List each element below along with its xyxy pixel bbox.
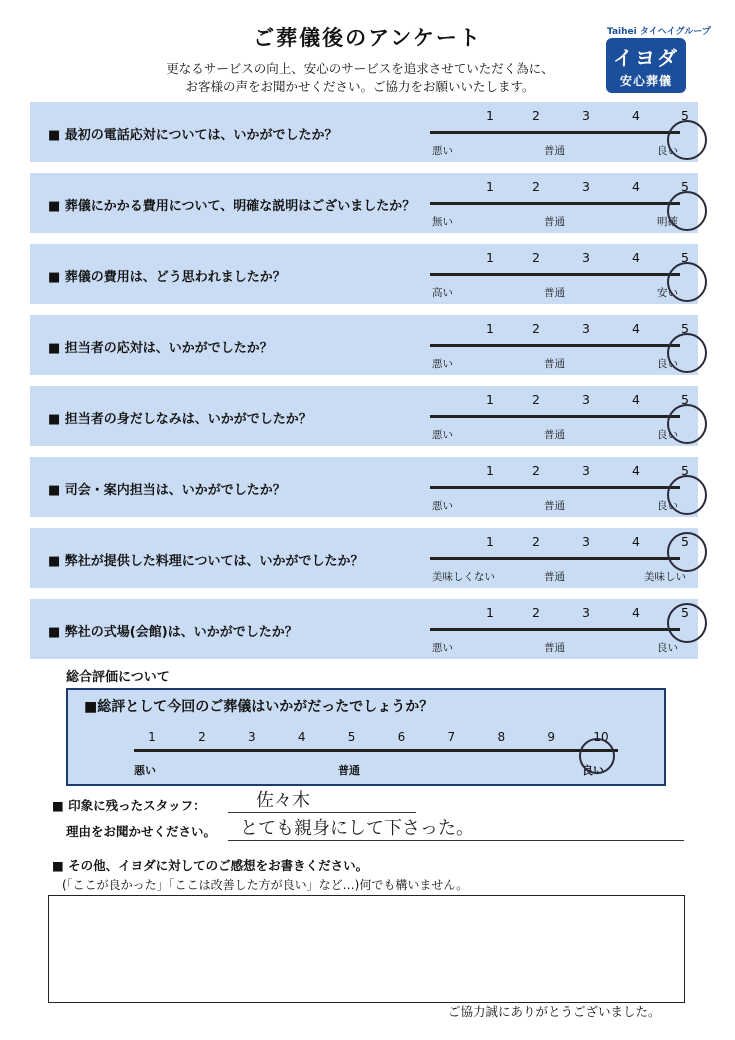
rating-option-2[interactable]: 2	[532, 463, 540, 478]
rating-scale	[430, 315, 689, 375]
overall-option-1[interactable]: 1	[148, 730, 156, 744]
label-high: 良い	[657, 429, 678, 441]
label-high: 良い	[657, 145, 678, 157]
label-low: 悪い	[432, 145, 453, 157]
rating-option-4[interactable]: 4	[632, 108, 640, 123]
rating-option-2[interactable]: 2	[532, 250, 540, 265]
rating-scale	[430, 528, 689, 588]
rating-scale	[430, 386, 689, 446]
overall-option-9[interactable]: 9	[547, 730, 555, 744]
comments-box[interactable]	[48, 895, 685, 1003]
question-row	[30, 173, 698, 233]
rating-option-1[interactable]: 1	[486, 250, 494, 265]
comments-label: ■ その他、イヨダに対してのご感想をお書きください。	[52, 858, 369, 873]
logo-main-text: イヨダ	[613, 46, 679, 70]
overall-rating-box	[66, 688, 666, 786]
label-mid: 普通	[544, 500, 565, 512]
rating-scale	[430, 457, 689, 517]
question-text: ■ 弊社が提供した料理については、いかがでしたか？	[48, 554, 364, 569]
question-text: ■ 担当者の応対は、いかがでしたか？	[48, 341, 273, 356]
staff-name-underline	[228, 812, 416, 813]
scale-line	[430, 131, 680, 134]
rating-option-3[interactable]: 3	[582, 108, 590, 123]
label-low: 悪い	[432, 358, 453, 370]
rating-option-4[interactable]: 4	[632, 179, 640, 194]
scale-line	[430, 557, 680, 560]
rating-scale	[430, 244, 689, 304]
rating-scale	[430, 173, 689, 233]
rating-option-2[interactable]: 2	[532, 108, 540, 123]
page-title: ご葬儀後のアンケート	[253, 26, 482, 50]
overall-option-3[interactable]: 3	[247, 730, 256, 744]
overall-option-2[interactable]: 2	[198, 730, 206, 744]
rating-option-3[interactable]: 3	[582, 605, 590, 620]
label-high: 明確	[657, 216, 678, 228]
overall-option-10[interactable]: 10	[593, 730, 609, 744]
reason-value[interactable]: とても親身にして下さった。	[240, 818, 474, 839]
rating-option-3[interactable]: 3	[582, 250, 590, 265]
label-high: 良い	[657, 642, 678, 654]
rating-option-4[interactable]: 4	[632, 392, 640, 407]
rating-option-1[interactable]: 1	[486, 534, 494, 549]
question-text: ■ 葬儀にかかる費用について、明確な説明はございましたか？	[48, 199, 416, 214]
rating-option-5[interactable]: 5	[681, 321, 689, 336]
question-row	[30, 599, 698, 659]
rating-scale	[430, 102, 689, 162]
question-row	[30, 244, 698, 304]
rating-option-4[interactable]: 4	[632, 321, 640, 336]
selected-answer-circle	[667, 262, 707, 302]
overall-label-low: 悪い	[134, 764, 156, 777]
rating-scale	[430, 599, 689, 659]
intro-line-1: 更なるサービスの向上、安心のサービスを追求させていただく為に、	[166, 61, 554, 76]
staff-label: ■ 印象に残ったスタッフ：	[52, 798, 206, 813]
overall-question: ■総評として今回のご葬儀はいかがだったでしょうか？	[84, 699, 434, 715]
selected-answer-circle	[667, 475, 707, 515]
rating-option-2[interactable]: 2	[532, 605, 540, 620]
selected-answer-circle	[667, 333, 707, 373]
rating-option-5[interactable]: 5	[681, 534, 689, 549]
rating-option-5[interactable]: 5	[681, 179, 689, 194]
logo-sub-text: 安心葬儀	[619, 74, 672, 88]
overall-label-high: 良い	[582, 764, 604, 777]
question-row	[30, 386, 698, 446]
selected-answer-circle	[667, 532, 707, 572]
label-mid: 普通	[544, 216, 565, 228]
rating-option-2[interactable]: 2	[532, 392, 540, 407]
label-low: 悪い	[432, 642, 453, 654]
overall-section-title: 総合評価について	[66, 670, 170, 685]
label-high: 美味しい	[644, 571, 686, 583]
overall-selected-circle	[579, 738, 615, 774]
staff-name-value[interactable]: 佐々木	[256, 790, 310, 811]
rating-option-4[interactable]: 4	[632, 463, 640, 478]
label-mid: 普通	[544, 571, 565, 583]
selected-answer-circle	[667, 404, 707, 444]
rating-option-1[interactable]: 1	[486, 108, 494, 123]
label-high: 安い	[657, 287, 678, 299]
rating-option-2[interactable]: 2	[532, 179, 540, 194]
overall-option-4[interactable]: 4	[297, 730, 306, 744]
question-text: ■ 司会・案内担当は、いかがでしたか？	[48, 483, 286, 498]
rating-option-4[interactable]: 4	[632, 605, 640, 620]
reason-underline	[228, 840, 684, 841]
rating-option-2[interactable]: 2	[532, 534, 540, 549]
overall-option-6[interactable]: 6	[397, 730, 406, 744]
selected-answer-circle	[667, 191, 707, 231]
label-low: 悪い	[432, 429, 453, 441]
intro-text	[100, 60, 620, 96]
group-brand: Taihei タイヘイグループ	[607, 27, 711, 37]
question-row	[30, 102, 698, 162]
thanks-text: ご協力誠にありがとうございました。	[448, 1004, 661, 1019]
rating-option-3[interactable]: 3	[582, 392, 590, 407]
label-low: 無い	[432, 216, 453, 228]
scale-line	[430, 344, 680, 347]
selected-answer-circle	[667, 120, 707, 160]
question-text: ■ 弊社の式場(会館)は、いかがでしたか？	[48, 625, 298, 640]
scale-line	[430, 202, 680, 205]
question-text: ■ 担当者の身だしなみは、いかがでしたか？	[48, 412, 312, 427]
question-row	[30, 457, 698, 517]
label-mid: 普通	[544, 642, 565, 654]
rating-option-1[interactable]: 1	[486, 179, 494, 194]
rating-option-3[interactable]: 3	[582, 179, 590, 194]
company-logo	[606, 38, 686, 93]
rating-option-5[interactable]: 5	[681, 392, 689, 407]
rating-option-1[interactable]: 1	[486, 605, 494, 620]
label-low: 高い	[432, 287, 453, 299]
label-high: 良い	[657, 500, 678, 512]
rating-option-3[interactable]: 3	[582, 534, 590, 549]
overall-scale-line	[134, 749, 618, 752]
question-text: ■ 最初の電話応対については、いかがでしたか？	[48, 128, 338, 143]
question-row	[30, 528, 698, 588]
rating-option-3[interactable]: 3	[582, 321, 590, 336]
rating-option-5[interactable]: 5	[681, 108, 689, 123]
scale-line	[430, 273, 680, 276]
comments-hint: (「ここが良かった」「ここは改善した方が良い」など…)何でも構いません。	[62, 878, 469, 892]
rating-option-5[interactable]: 5	[681, 250, 689, 265]
label-mid: 普通	[544, 358, 565, 370]
overall-label-mid: 普通	[338, 764, 360, 777]
scale-line	[430, 628, 680, 631]
rating-option-5[interactable]: 5	[681, 463, 689, 478]
overall-option-8[interactable]: 8	[497, 730, 506, 744]
rating-option-5[interactable]: 5	[681, 605, 689, 620]
rating-option-3[interactable]: 3	[582, 463, 590, 478]
rating-option-2[interactable]: 2	[532, 321, 540, 336]
label-high: 良い	[657, 358, 678, 370]
scale-line	[430, 415, 680, 418]
overall-option-5[interactable]: 5	[347, 730, 356, 744]
intro-line-2: お客様の声をお聞かせください。ご協力をお願いいたします。	[185, 79, 535, 94]
rating-option-4[interactable]: 4	[632, 250, 640, 265]
question-text: ■ 葬儀の費用は、どう思われましたか？	[48, 270, 286, 285]
label-mid: 普通	[544, 287, 565, 299]
rating-option-1[interactable]: 1	[486, 321, 494, 336]
rating-option-1[interactable]: 1	[486, 392, 494, 407]
label-low: 美味しくない	[432, 571, 495, 583]
rating-option-1[interactable]: 1	[486, 463, 494, 478]
label-low: 悪い	[432, 500, 453, 512]
reason-label: 理由をお聞かせください。	[66, 824, 217, 839]
scale-line	[430, 486, 680, 489]
label-mid: 普通	[544, 145, 565, 157]
label-mid: 普通	[544, 429, 565, 441]
question-row	[30, 315, 698, 375]
selected-answer-circle	[667, 603, 707, 643]
rating-option-4[interactable]: 4	[632, 534, 640, 549]
overall-option-7[interactable]: 7	[447, 730, 456, 744]
